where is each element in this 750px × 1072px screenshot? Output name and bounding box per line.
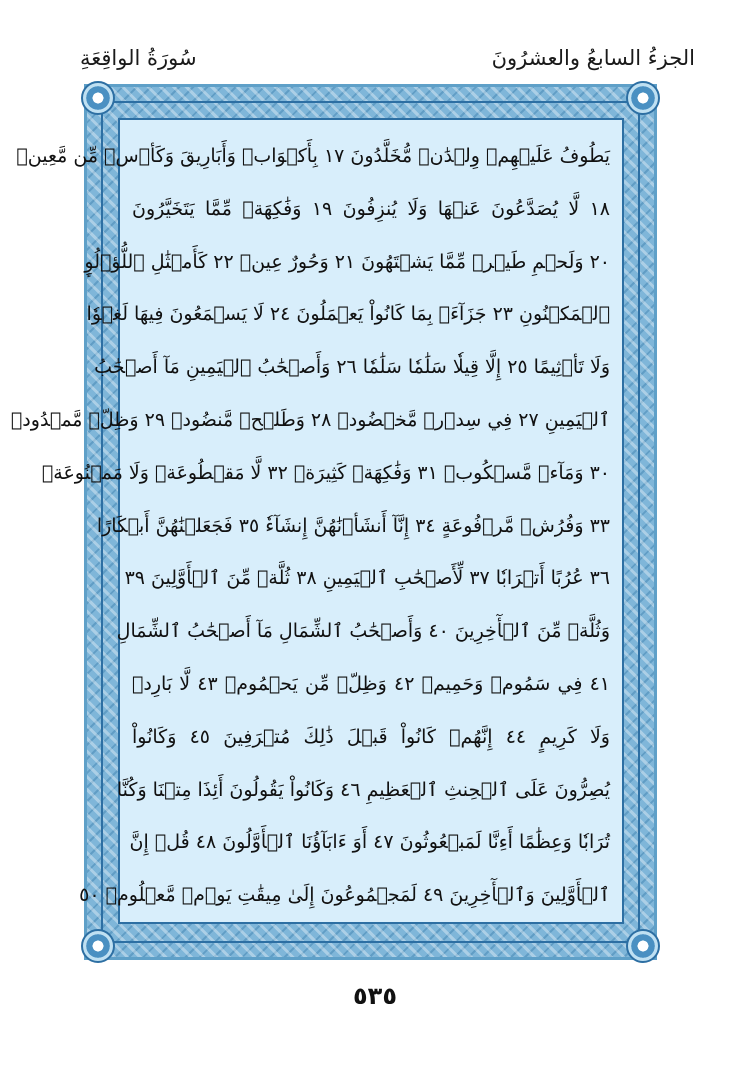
corner-ornament-icon	[626, 81, 660, 115]
text-line: تُرَابٗا وَعِظَٰمًا أَءِنَّا لَمَبۡعُوثُونَ ٤٧ أَوَ ءَابَآؤُنَا ٱلۡأَوَّلُونَ ٤٨ قُلۡ إِنَّ	[129, 831, 610, 854]
text-line: ٱلۡيَمِينِ ٢٧ فِي سِدۡرٖ مَّخۡضُودٖ ٢٨ وَطَلۡحٖ مَّنضُودٖ ٢٩ وَظِلّٖ مَّمۡدُودٖ	[10, 408, 610, 431]
corner-ornament-icon	[81, 929, 115, 963]
text-line: ١٨ لَّا يُصَدَّعُونَ عَنۡهَا وَلَا يُنزِفُونَ ١٩ وَفَٰكِهَةٖ مِّمَّا يَتَخَيَّرُونَ	[132, 197, 610, 220]
text-line: ٢٠ وَلَحۡمِ طَيۡرٖ مِّمَّا يَشۡتَهُونَ ٢١ وَحُورٌ عِينٞ ٢٢ كَأَمۡثَٰلِ ٱللُّؤۡلُوِٕ	[84, 250, 610, 273]
surah-title: سُورَةُ الواقِعَةِ	[80, 46, 197, 70]
page-number: ٥٣٥	[353, 982, 397, 1010]
corner-ornament-icon	[81, 81, 115, 115]
text-line: ٱلۡأَوَّلِينَ وَٱلۡأٓخِرِينَ ٤٩ لَمَجۡمُوعُونَ إِلَىٰ مِيقَٰتِ يَوۡمٖ مَّعۡلُومٖ ٥٠	[79, 884, 610, 907]
corner-ornament-icon	[626, 929, 660, 963]
text-line: يَطُوفُ عَلَيۡهِمۡ وِلۡدَٰنٞ مُّخَلَّدُونَ ١٧ بِأَكۡوَابٖ وَأَبَارِيقَ وَكَأۡسٖ مِّن مَّعِينٖ	[16, 145, 610, 167]
quran-text-panel	[10, 118, 624, 924]
text-line: وَثُلَّةٞ مِّنَ ٱلۡأٓخِرِينَ ٤٠ وَأَصۡحَٰبُ ٱلشِّمَالِ مَآ أَصۡحَٰبُ ٱلشِّمَالِ	[116, 620, 610, 643]
text-line: وَلَا كَرِيمٍ ٤٤ إِنَّهُمۡ كَانُواْ قَبۡلَ ذَٰلِكَ مُتۡرَفِينَ ٤٥ وَكَانُواْ	[132, 725, 610, 748]
text-line: ٣٣ وَفُرُشٖ مَّرۡفُوعَةٍ ٣٤ إِنَّآ أَنشَأۡنَٰهُنَّ إِنشَآءٗ ٣٥ فَجَعَلۡنَٰهُنَّ أَبۡكَارًا	[96, 514, 610, 537]
text-line: ٱلۡمَكۡنُونِ ٢٣ جَزَآءَۢ بِمَا كَانُواْ يَعۡمَلُونَ ٢٤ لَا يَسۡمَعُونَ فِيهَا لَغۡوٗا	[86, 303, 610, 326]
text-line: يُصِرُّونَ عَلَى ٱلۡحِنثِ ٱلۡعَظِيمِ ٤٦ وَكَانُواْ يَقُولُونَ أَئِذَا مِتۡنَا وَكُنَّا	[116, 778, 610, 801]
text-line: ٤١ فِي سَمُومٖ وَحَمِيمٖ ٤٢ وَظِلّٖ مِّن يَحۡمُومٖ ٤٣ لَّا بَارِدٖ	[132, 672, 611, 695]
text-line: ٣٦ عُرُبًا أَتۡرَابٗا ٣٧ لِّأَصۡحَٰبِ ٱلۡيَمِينِ ٣٨ ثُلَّةٞ مِّنَ ٱلۡأَوَّلِينَ ٣٩	[124, 567, 610, 590]
text-line: وَلَا تَأۡثِيمًا ٢٥ إِلَّا قِيلٗا سَلَٰمٗا سَلَٰمٗا ٢٦ وَأَصۡحَٰبُ ٱلۡيَمِينِ مَآ أَصۡحَٰبُ	[94, 356, 610, 379]
text-line: ٣٠ وَمَآءٖ مَّسۡكُوبٖ ٣١ وَفَٰكِهَةٖ كَثِيرَةٖ ٣٢ لَّا مَقۡطُوعَةٖ وَلَا مَمۡنُوعَةٖ	[41, 461, 610, 484]
juz-title: الجزءُ السابعُ والعشرُونَ	[491, 46, 695, 70]
